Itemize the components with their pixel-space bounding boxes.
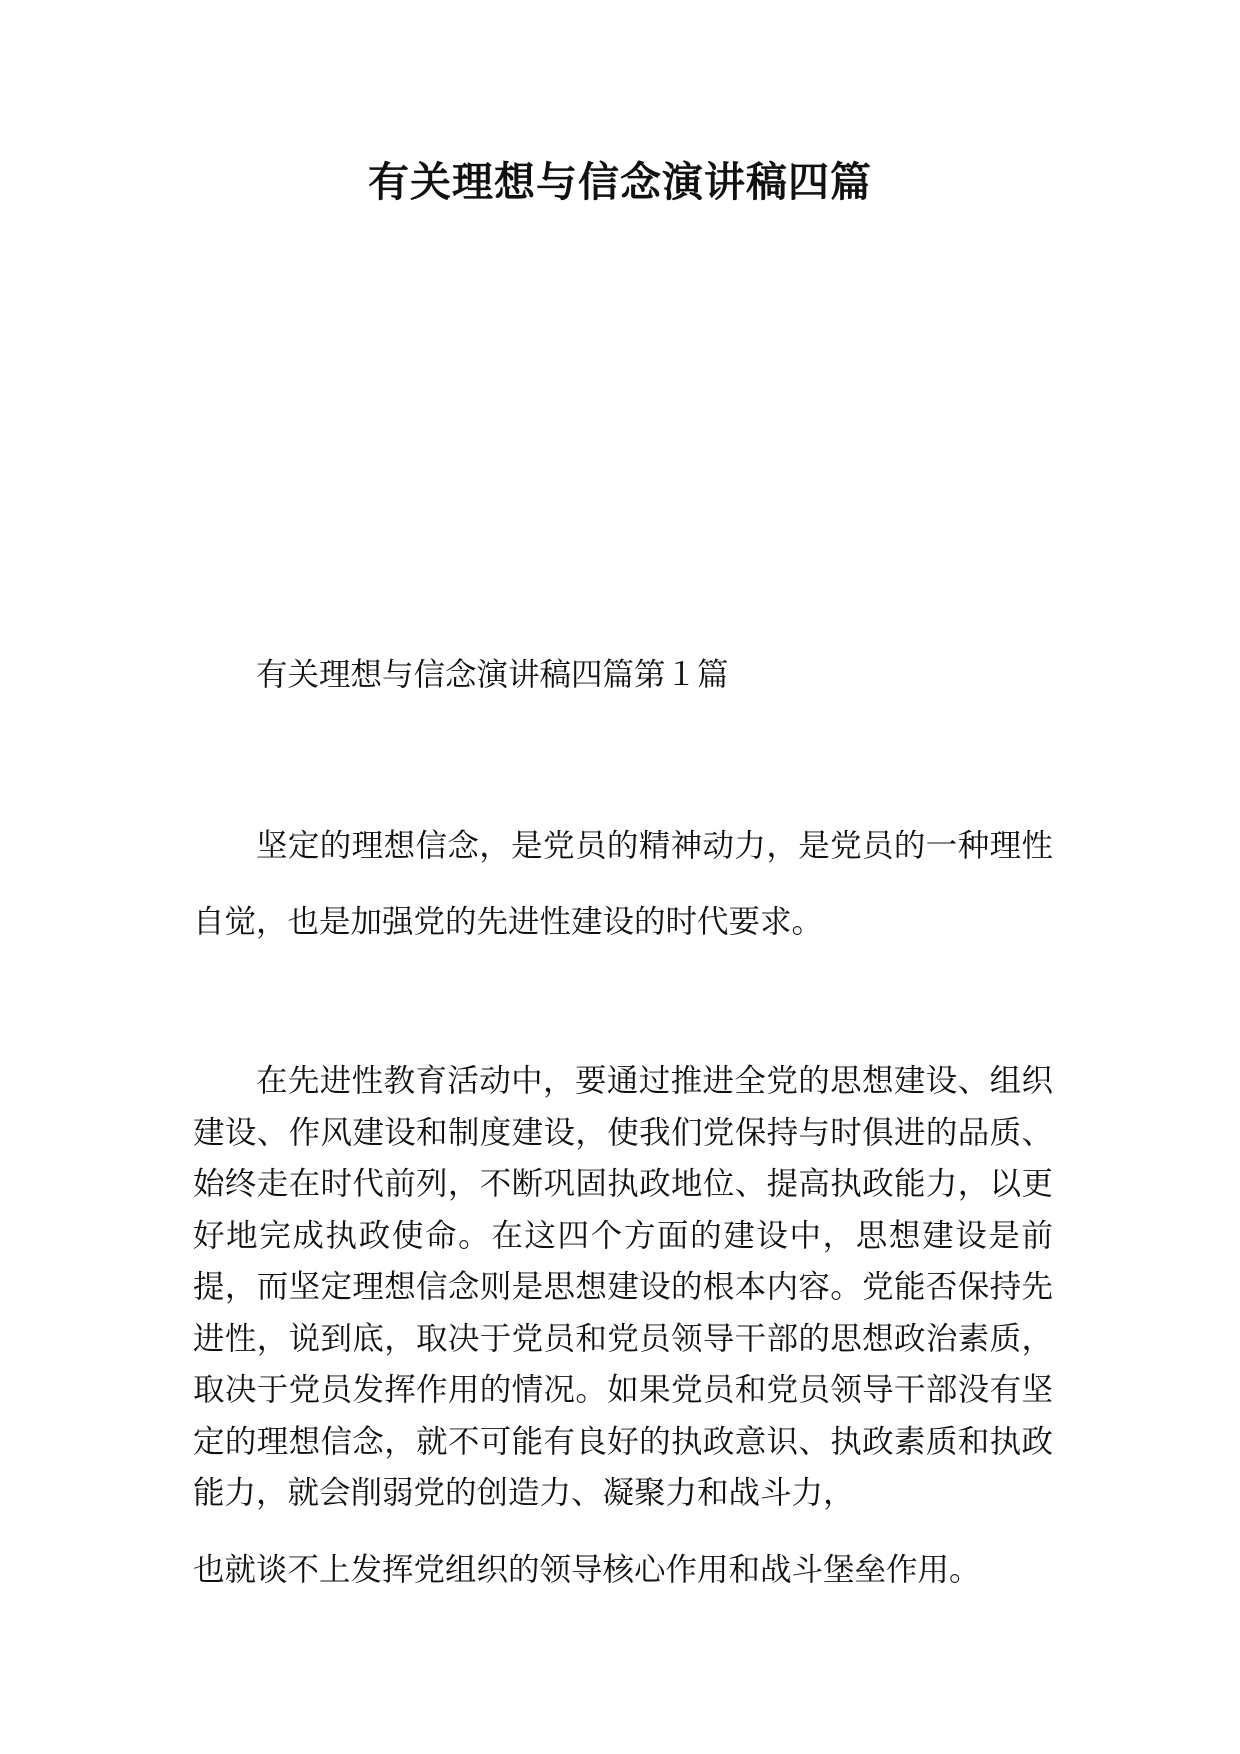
- paragraph: 在先进性教育活动中，要通过推进全党的思想建设、组织建设、作风建设和制度建设，使我们党保持与时俱进的品质、始终走在时代前列，不断巩固执政地位、提高执政能力，以更好地完成执政使命。在这四个方面的建设中，思想建设是前提，而坚定理想信念则是思想建设的根本内容。党能否保持先进性，说到底，取决于党员和党员领导干部的思想政治素质，取决于党员发挥作用的情况。如果党员和党员领导干部没有坚定的理想信念，就不可能有良好的执政意识、执政素质和执政能力，就会削弱党的创造力、凝聚力和战斗力，: [193, 1063, 1053, 1511]
- section-heading: 有关理想与信念演讲稿四篇第１篇: [256, 657, 729, 693]
- paragraph: 坚定的理想信念，是党员的精神动力，是党员的一种理性自觉，也是加强党的先进性建设的时代要求。: [193, 828, 1053, 940]
- document-title: 有关理想与信念演讲稿四篇: [368, 158, 872, 206]
- paragraph-continuation: 也就谈不上发挥党组织的领导核心作用和战斗堡垒作用。: [193, 1552, 981, 1588]
